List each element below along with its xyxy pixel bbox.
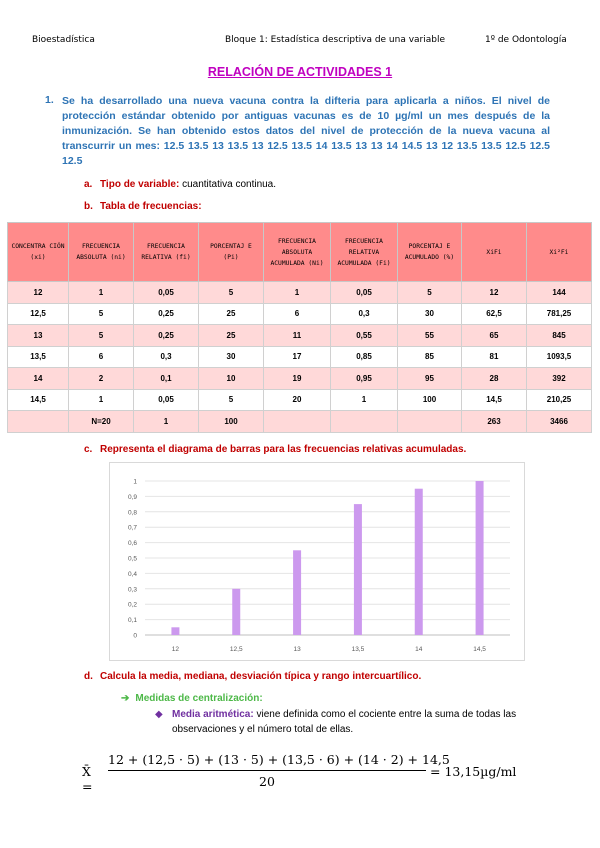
table-cell: 14,5 xyxy=(462,389,527,411)
col-header: PORCENTAJ E ACUMULADO (%) xyxy=(398,223,462,282)
part-a-label: Tipo de variable: xyxy=(100,179,180,190)
x-tick-label: 14,5 xyxy=(473,646,486,653)
table-cell: 81 xyxy=(462,346,527,368)
table-cell xyxy=(331,411,398,433)
table-cell: 0,05 xyxy=(134,282,199,304)
part-d-label: Calcula la media, mediana, desviación típica y rango intercuartílico. xyxy=(100,671,422,682)
y-tick-label: 0,1 xyxy=(127,617,137,625)
bar xyxy=(415,489,423,635)
y-tick-label: 0 xyxy=(133,632,137,640)
table-cell: 100 xyxy=(199,411,264,433)
table-cell: 12 xyxy=(462,282,527,304)
part-a-answer: cuantitativa continua. xyxy=(179,179,277,190)
y-tick-label: 0,2 xyxy=(127,601,137,609)
table-cell: 12 xyxy=(8,282,69,304)
table-cell: 17 xyxy=(264,346,331,368)
question-number: 1. xyxy=(45,94,54,106)
table-cell: 845 xyxy=(527,325,592,347)
table-cell: 14 xyxy=(8,368,69,390)
table-row xyxy=(8,389,592,411)
col-header: XiFi xyxy=(462,223,527,282)
table-cell: 12,5 xyxy=(8,303,69,325)
table-cell: 3466 xyxy=(527,411,592,433)
col-header: CONCENTRA CIÓN (xi) xyxy=(8,223,69,282)
table-cell: 1 xyxy=(264,282,331,304)
bar xyxy=(476,481,484,635)
table-row xyxy=(8,346,592,368)
x-tick-label: 12,5 xyxy=(229,646,243,653)
table-cell: 30 xyxy=(199,346,264,368)
mean-paragraph xyxy=(155,707,555,737)
question-text: Se ha desarrollado una nueva vacuna contra la difteria para aplicarla a niños. El nivel de protección estándar obtenido por antiguas vacunas es de 10 µg/ml un mes después de la inmunización. Se han obtenido estos datos del nivel de protección de la nueva vacuna al transcurrir un mes: 12.5 13.5 13 13.5 13 12.5 13.5 14 13.5 13 13 14 14.5 13 12 13.5 13.5 12.5 12.5 12.5 xyxy=(62,95,550,167)
table-cell: 0,1 xyxy=(134,368,199,390)
table-cell: 1 xyxy=(69,282,134,304)
table-cell: 263 xyxy=(462,411,527,433)
part-a-letter: a. xyxy=(84,179,93,190)
table-cell: 210,25 xyxy=(527,389,592,411)
y-tick-label: 0,9 xyxy=(127,493,137,501)
table-cell: 14,5 xyxy=(8,389,69,411)
part-c-letter: c. xyxy=(84,444,93,455)
table-cell: 0,3 xyxy=(134,346,199,368)
col-header: PORCENTAJ E (Pi) xyxy=(199,223,264,282)
part-b-label: Tabla de frecuencias: xyxy=(100,201,202,212)
frequency-table xyxy=(7,222,592,433)
table-cell: 28 xyxy=(462,368,527,390)
formula-fraction xyxy=(108,752,450,789)
x-tick-label: 13,5 xyxy=(351,646,365,653)
y-tick-label: 0,6 xyxy=(127,540,137,548)
table-cell: 144 xyxy=(527,282,592,304)
formula-lhs: X̄ = xyxy=(82,764,93,794)
centralization-heading xyxy=(121,693,263,704)
part-a xyxy=(84,179,276,190)
table-cell: 5 xyxy=(69,303,134,325)
mean-label: Media aritmética: xyxy=(172,709,254,720)
y-tick-label: 1 xyxy=(133,478,137,486)
y-tick-label: 0,8 xyxy=(127,509,137,517)
bar xyxy=(354,504,362,635)
table-row xyxy=(8,282,592,304)
table-cell xyxy=(264,411,331,433)
y-tick-label: 0,5 xyxy=(127,555,137,563)
table-cell: 13 xyxy=(8,325,69,347)
col-header: FRECUENCIA RELATIVA ACUMULADA (Fi) xyxy=(331,223,398,282)
y-tick-label: 0,3 xyxy=(127,586,137,594)
mean-definition xyxy=(155,707,555,737)
x-tick-label: 13 xyxy=(293,646,301,653)
table-cell: 10 xyxy=(199,368,264,390)
bar-chart-svg xyxy=(110,463,524,660)
table-cell: 1 xyxy=(331,389,398,411)
table-cell: 392 xyxy=(527,368,592,390)
table-cell: 13,5 xyxy=(8,346,69,368)
col-header: FRECUENCIA ABSOLUTA (ni) xyxy=(69,223,134,282)
table-cell: 1093,5 xyxy=(527,346,592,368)
page-title: RELACIÓN DE ACTIVIDADES 1 xyxy=(207,65,393,79)
table-row xyxy=(8,303,592,325)
table-cell: 25 xyxy=(199,303,264,325)
table-cell: 6 xyxy=(264,303,331,325)
table-cell: 0,05 xyxy=(331,282,398,304)
col-header: FRECUENCIA RELATIVA (fi) xyxy=(134,223,199,282)
table-cell: 0,3 xyxy=(331,303,398,325)
x-tick-label: 12 xyxy=(171,646,180,653)
table-cell: 0,25 xyxy=(134,325,199,347)
table-cell: 0,25 xyxy=(134,303,199,325)
col-header: FRECUENCIA ABSOLUTA ACUMULADA (Ni) xyxy=(264,223,331,282)
part-d xyxy=(84,671,421,682)
table-cell: 19 xyxy=(264,368,331,390)
table-cell: 11 xyxy=(264,325,331,347)
table-row xyxy=(8,325,592,347)
header-left: Bioestadística xyxy=(32,35,95,45)
table-cell: 6 xyxy=(69,346,134,368)
header-right: 1º de Odontología xyxy=(485,35,567,45)
bar xyxy=(293,550,301,635)
table-row xyxy=(8,411,592,433)
header-center: Bloque 1: Estadística descriptiva de una variable xyxy=(225,35,446,45)
table-cell: 100 xyxy=(398,389,462,411)
table-cell: 781,25 xyxy=(527,303,592,325)
part-c-label: Representa el diagrama de barras para las frecuencias relativas acumuladas. xyxy=(100,444,467,455)
part-b-letter: b. xyxy=(84,201,93,212)
part-c xyxy=(84,444,466,455)
table-cell: 25 xyxy=(199,325,264,347)
table-cell: 0,05 xyxy=(134,389,199,411)
table-cell: 85 xyxy=(398,346,462,368)
diamond-bullet-icon: ◆ xyxy=(155,709,163,720)
table-row xyxy=(8,368,592,390)
table-cell: N=20 xyxy=(69,411,134,433)
table-cell: 5 xyxy=(199,282,264,304)
y-tick-label: 0,4 xyxy=(127,570,137,578)
table-cell: 55 xyxy=(398,325,462,347)
y-tick-label: 0,7 xyxy=(127,524,137,532)
table-cell: 20 xyxy=(264,389,331,411)
table-cell: 5 xyxy=(69,325,134,347)
table-header-row xyxy=(8,223,592,282)
table-cell: 62,5 xyxy=(462,303,527,325)
arrow-right-icon: ➔ xyxy=(121,693,130,704)
table-cell: 0,95 xyxy=(331,368,398,390)
table-cell: 5 xyxy=(199,389,264,411)
x-tick-label: 14 xyxy=(415,646,423,653)
table-cell: 2 xyxy=(69,368,134,390)
formula-numerator: 12 + (12,5 · 5) + (13 · 5) + (13,5 · 6) + (14 · 2) + 14,5 xyxy=(108,752,426,771)
formula-result: = 13,15µg/ml xyxy=(430,764,517,779)
bar-chart xyxy=(109,462,525,661)
centralization-label: Medidas de centralización: xyxy=(135,693,263,704)
part-d-letter: d. xyxy=(84,671,93,682)
col-header: Xi²Fi xyxy=(527,223,592,282)
table-cell: 0,85 xyxy=(331,346,398,368)
table-cell: 5 xyxy=(398,282,462,304)
table-cell: 0,55 xyxy=(331,325,398,347)
table-cell: 1 xyxy=(134,411,199,433)
table-cell: 30 xyxy=(398,303,462,325)
table-cell: 1 xyxy=(69,389,134,411)
table-cell: 65 xyxy=(462,325,527,347)
bar xyxy=(232,589,240,635)
table-cell xyxy=(398,411,462,433)
part-b xyxy=(84,201,202,212)
table-cell xyxy=(8,411,69,433)
table-cell: 95 xyxy=(398,368,462,390)
bar xyxy=(171,627,179,635)
mean-text: viene definida como el cociente entre la suma de todas las observaciones y el número total de ellas. xyxy=(172,709,517,735)
formula-denominator: 20 xyxy=(259,774,275,789)
